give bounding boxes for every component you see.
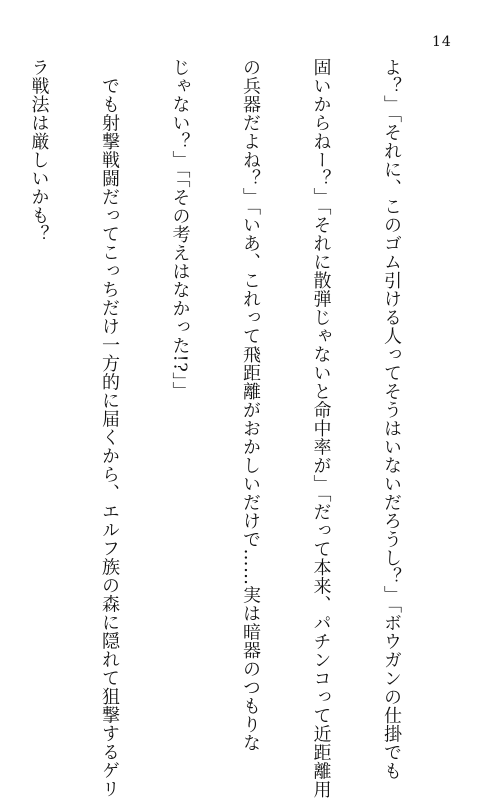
text-line: ラ戦法は厳しいかも？ <box>28 58 50 243</box>
text-line: 固いからねー？」「それに散弾じゃないと命中率が」「だって本来、パチンコって近距離用 <box>310 58 332 799</box>
text-line: じゃない？」「「その考えはなかった!?」」 <box>169 58 191 401</box>
text-line: でも射撃戦闘だってこっちだけ一方的に届くから、エルフ族の森に隠れて狙撃するゲリ <box>99 58 120 798</box>
novel-text-body <box>0 58 450 799</box>
page-number: 14 <box>432 34 452 50</box>
text-line: の兵器だよね？」「いあ、これって飛距離がおかしいだけで……実は暗器のつもりな <box>240 58 261 752</box>
text-line: よ？」「それに、このゴム引ける人ってそうはいないだろうし？」「ボウガンの仕掛でも <box>381 58 402 780</box>
